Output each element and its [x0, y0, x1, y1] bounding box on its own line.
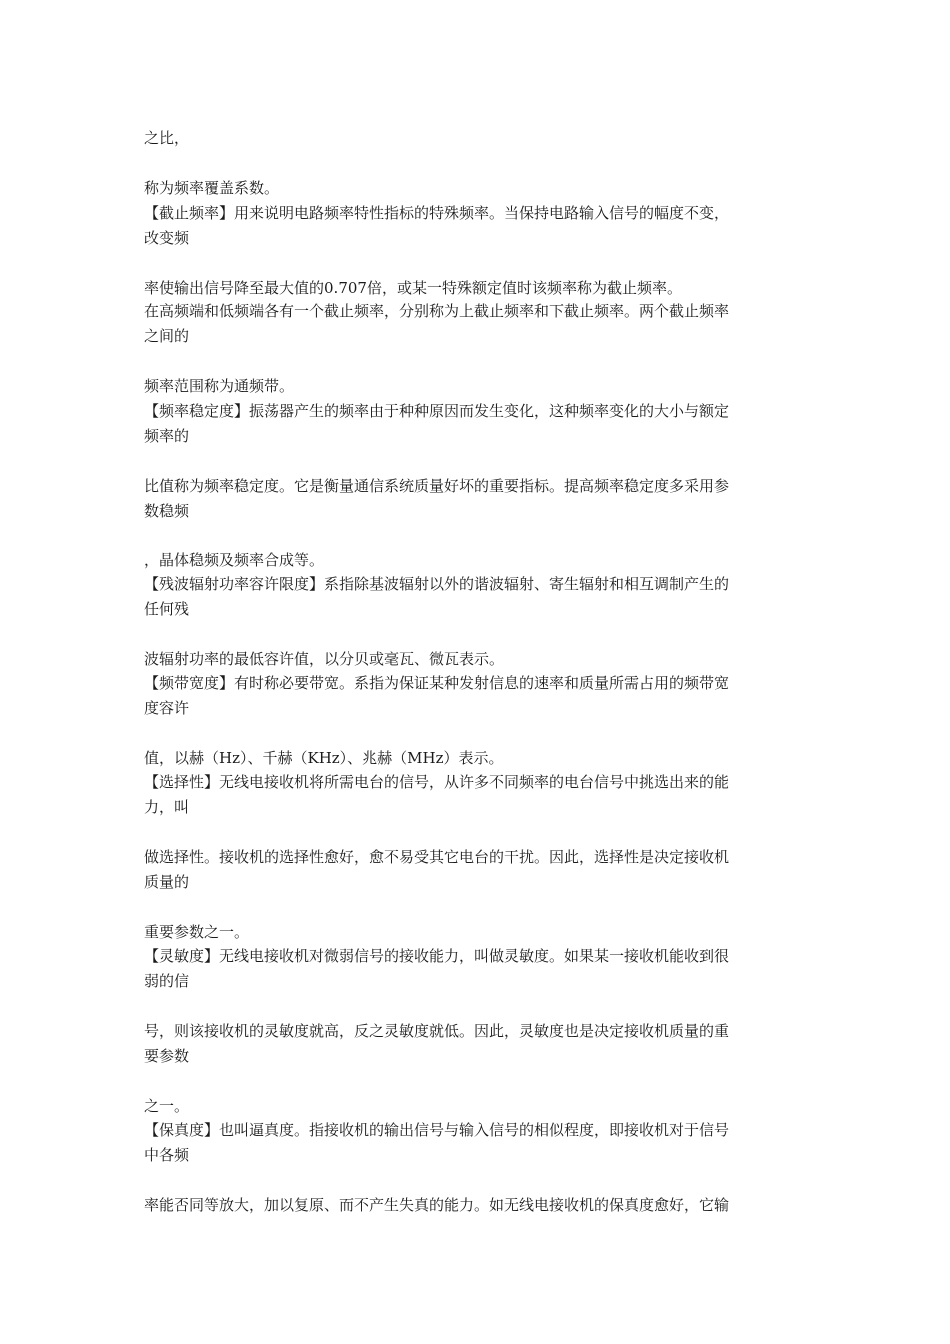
text-line: 数稳频 — [144, 502, 190, 520]
text-line: 【残波辐射功率容许限度】系指除基波辐射以外的谐波辐射、寄生辐射和相互调制产生的 — [144, 575, 730, 593]
text-line: 率能否同等放大，加以复原、而不产生失真的能力。如无线电接收机的保真度愈好，它输 — [144, 1196, 730, 1214]
text-line: 改变频 — [144, 229, 190, 247]
text-line: 之一。 — [144, 1097, 190, 1115]
text-line: 【选择性】无线电接收机将所需电台的信号，从许多不同频率的电台信号中挑选出来的能 — [144, 773, 730, 791]
text-line: ，晶体稳频及频率合成等。 — [144, 551, 325, 569]
text-line: 频率范围称为通频带。 — [144, 377, 295, 395]
text-line: 频率的 — [144, 427, 190, 445]
text-line: 要参数 — [144, 1047, 190, 1065]
text-line: 【截止频率】用来说明电路频率特性指标的特殊频率。当保持电路输入信号的幅度不变， — [144, 204, 730, 222]
text-line: 质量的 — [144, 873, 190, 891]
text-line: 波辐射功率的最低容许值，以分贝或毫瓦、微瓦表示。 — [144, 650, 505, 668]
text-line: 之间的 — [144, 327, 190, 345]
text-line: 【灵敏度】无线电接收机对微弱信号的接收能力，叫做灵敏度。如果某一接收机能收到很 — [144, 947, 730, 965]
text-line: 【频率稳定度】振荡器产生的频率由于种种原因而发生变化，这种频率变化的大小与额定 — [144, 402, 730, 420]
text-line: 力，叫 — [144, 798, 190, 816]
text-line: 弱的信 — [144, 972, 190, 990]
text-line: 在高频端和低频端各有一个截止频率，分别称为上截止频率和下截止频率。两个截止频率 — [144, 302, 730, 320]
text-line: 重要参数之一。 — [144, 923, 250, 941]
text-line: 【保真度】也叫逼真度。指接收机的输出信号与输入信号的相似程度，即接收机对于信号 — [144, 1121, 730, 1139]
text-line: 度容许 — [144, 699, 190, 717]
text-line: 【频带宽度】有时称必要带宽。系指为保证某种发射信息的速率和质量所需占用的频带宽 — [144, 674, 730, 692]
text-line: 称为频率覆盖系数。 — [144, 179, 280, 197]
text-line: 值，以赫（Hz）、千赫（KHz）、兆赫（MHz）表示。 — [144, 749, 504, 767]
text-line: 中各频 — [144, 1146, 190, 1164]
text-line: 率使输出信号降至最大值的0.707倍，或某一特殊额定值时该频率称为截止频率。 — [144, 279, 682, 297]
text-line: 做选择性。接收机的选择性愈好，愈不易受其它电台的干扰。因此，选择性是决定接收机 — [144, 848, 730, 866]
text-line: 任何残 — [144, 600, 190, 618]
text-line: 号，则该接收机的灵敏度就高，反之灵敏度就低。因此，灵敏度也是决定接收机质量的重 — [144, 1022, 730, 1040]
text-line: 比值称为频率稳定度。它是衡量通信系统质量好坏的重要指标。提高频率稳定度多采用参 — [144, 477, 730, 495]
text-line: 之比， — [144, 129, 190, 147]
